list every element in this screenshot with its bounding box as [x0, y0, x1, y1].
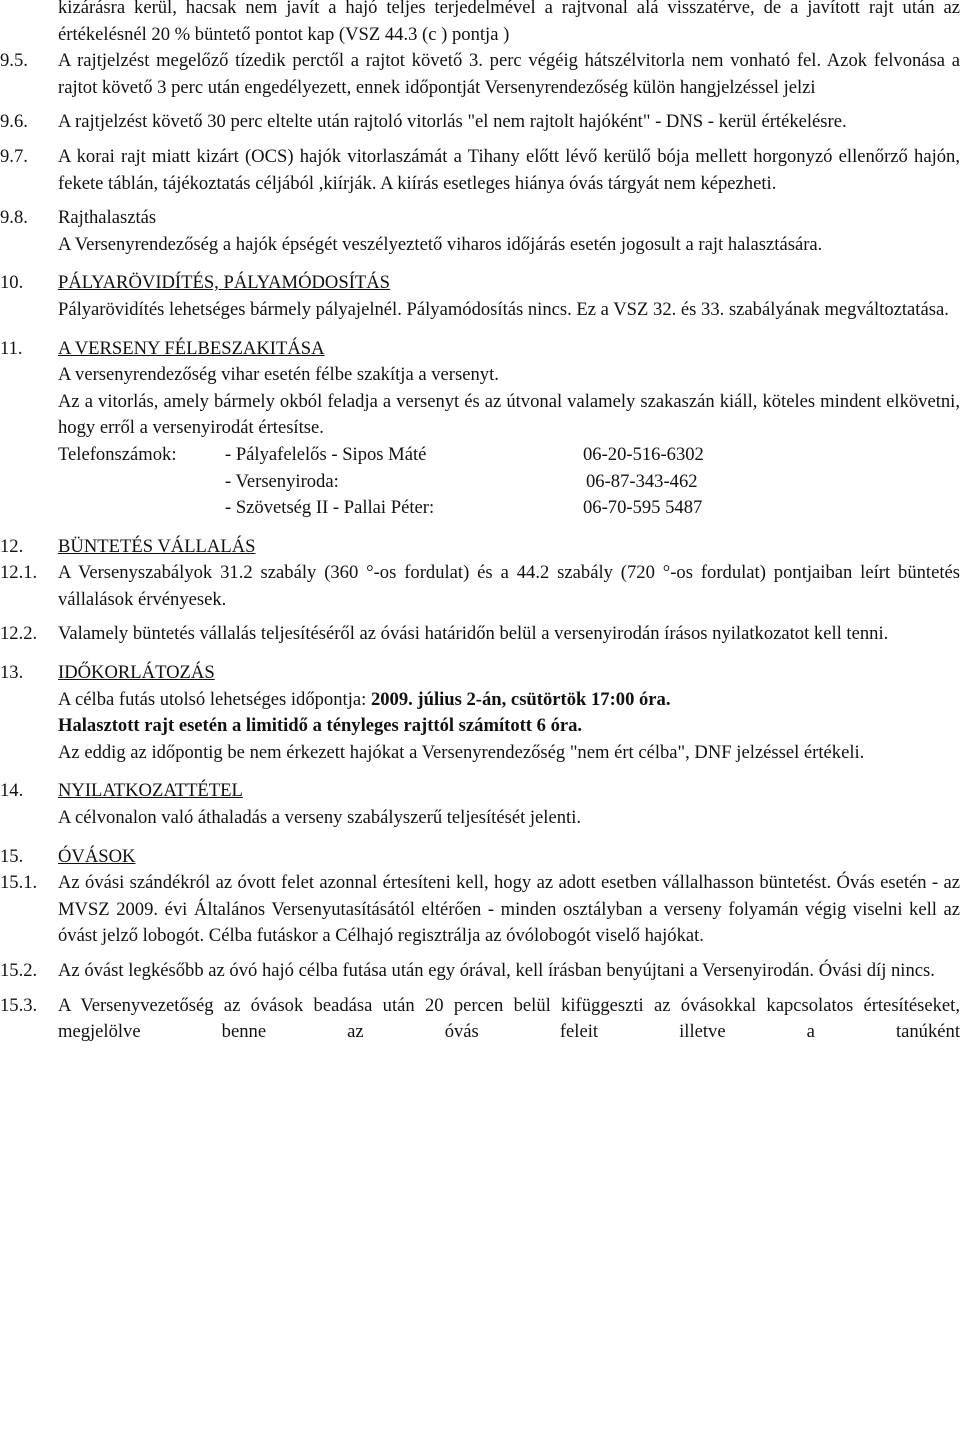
section-text: A Versenyvezetőség az óvások beadása után 20 percen belül kifüggeszti az óvásokkal kapcsolatos értesítéseket, megjelölve benne az óvás feleit illetve a tanúként — [58, 994, 960, 1043]
section-number: 9.5. — [0, 50, 28, 72]
continuation-text: kizárásra kerül, hacsak nem javít a hajó teljes terjedelmével a rajtvonal alá visszatérve, de a javított rajt után az értékelésnél 20 % büntető pontot kap (VSZ 44.3 (c ) pontja ) — [58, 0, 960, 45]
section-text: A célvonalon való áthaladás a verseny szabályszerű teljesítését jelenti. — [58, 807, 582, 829]
section-9-6 — [0, 109, 960, 136]
phone-contact-name: - Pályafelelős - Sipos Máté — [225, 443, 427, 465]
section-12-2 — [0, 621, 960, 648]
phone-contact-name: - Versenyiroda: — [225, 470, 339, 492]
section-heading: ÓVÁSOK — [58, 845, 136, 867]
section-number: 14. — [0, 780, 24, 802]
section-text: A korai rajt miatt kizárt (OCS) hajók vitorlaszámát a Tihany előtt lévő kerülő bója mellett horgonyzó ellenőrző hajón, fekete táblán, tájékoztatás céljából ,kiírják. A kiírás esetleges hiánya óvás tárgyát nem képezheti. — [58, 145, 960, 194]
section-heading: PÁLYARÖVIDÍTÉS, PÁLYAMÓDOSÍTÁS — [58, 272, 391, 294]
section-text: A Versenyrendezőség a hajók épségét veszélyeztető viharos időjárás esetén jogosult a rajt halasztására. — [58, 233, 823, 255]
section-15-3 — [0, 993, 960, 1046]
phones-label: Telefonszámok: — [58, 443, 177, 465]
section-number: 9.8. — [0, 207, 28, 229]
section-9-7 — [0, 144, 960, 197]
section-number: 11. — [0, 337, 23, 359]
deadline-value: 2009. július 2-án, csütörtök 17:00 óra. — [370, 688, 671, 710]
section-text: A rajtjelzést megelőző tízedik perctől a rajtot követő 3. perc végéig hátszélvitorla nem vonható fel. Azok felvonása a rajtot követő 3 perc után engedélyezett, ennek időpontját Versenyrendezőség külön hangjelzéssel jelzi — [58, 50, 960, 98]
section-12-1 — [0, 560, 960, 613]
section-number: 9.7. — [0, 145, 28, 167]
section-9-8 — [0, 205, 960, 258]
section-heading: NYILATKOZATTÉTEL — [58, 780, 243, 802]
section-12 — [0, 534, 960, 561]
section-number: 15.3. — [0, 994, 38, 1016]
section-text: A rajtjelzést követő 30 perc eltelte után rajtoló vitorlás "el nem rajtolt hajóként" - DNS - kerül értékelésre. — [58, 111, 847, 133]
section-number: 15. — [0, 845, 24, 867]
section-heading: BÜNTETÉS VÁLLALÁS — [58, 535, 256, 557]
section-number: 12.2. — [0, 623, 38, 645]
section-text — [58, 687, 960, 714]
section-10 — [0, 270, 960, 323]
section-continuation — [0, 0, 960, 48]
section-15-2 — [0, 958, 960, 985]
phone-contact-name: - Szövetség II - Pallai Péter: — [225, 497, 435, 519]
section-number: 15.1. — [0, 872, 38, 894]
section-text: Valamely büntetés vállalás teljesítéséről az óvási határidőn belül a versenyirodán írásos nyilatkozatot kell tenni. — [58, 623, 889, 645]
section-number: 12.1. — [0, 562, 38, 584]
phone-number: 06-87-343-462 — [586, 470, 698, 492]
section-text: Az a vitorlás, amely bármely okból feladja a versenyt és az útvonal valamely szakaszán kiáll, köteles mindent elkövetni, hogy erről a versenyirodát értesítse. — [58, 390, 960, 439]
phone-row — [58, 469, 960, 496]
section-heading: A VERSENY FÉLBESZAKITÁSA — [58, 337, 325, 359]
section-text: A Versenyszabályok 31.2 szabály (360 °-os fordulat) és a 44.2 szabály (720 °-os fordulat) pontjaiban leírt büntetés vállalások érvényesek. — [58, 562, 960, 610]
section-text — [58, 713, 960, 740]
section-text: A versenyrendezőség vihar esetén félbe szakítja a versenyt. — [58, 364, 499, 386]
section-text: Az eddig az időpontig be nem érkezett hajókat a Versenyrendezőség "nem ért célba", DNF jelzéssel értékeli. — [58, 741, 865, 763]
phone-row — [58, 442, 960, 469]
section-text: Pályarövidítés lehetséges bármely pályajelnél. Pályamódosítás nincs. Ez a VSZ 32. és 33. szabályának megváltoztatása. — [58, 298, 949, 320]
section-15 — [0, 844, 960, 871]
section-11 — [0, 336, 960, 522]
section-text: Az óvási szándékról az óvott felet azonnal értesíteni kell, hogy az adott esetben vállalhasson büntetést. Óvás esetén - az MVSZ 2009. évi Általános Versenyutasításától eltérően - minden osztályban a verseny folyamán végig viselni kell az óvást jelző lobogót. Célba futáskor a Célhajó regisztrálja az óvólobogót viselő hajókat. — [58, 872, 960, 947]
section-9-5 — [0, 48, 960, 101]
section-number: 9.6. — [0, 111, 28, 133]
phone-row — [58, 495, 960, 522]
section-13 — [0, 660, 960, 766]
deadline-label: A célba futás utolsó lehetséges időpontja: — [58, 688, 371, 710]
section-number: 10. — [0, 272, 24, 294]
section-heading: IDŐKORLÁTOZÁS — [58, 662, 215, 684]
phone-number: 06-20-516-6302 — [583, 443, 704, 465]
section-number: 15.2. — [0, 960, 38, 981]
phone-number: 06-70-595 5487 — [583, 497, 703, 519]
section-title: Rajthalasztás — [58, 207, 157, 229]
section-text: Az óvást legkésőbb az óvó hajó célba futása után egy órával, kell írásban benyújtani a Versenyirodán. Óvási díj nincs. — [58, 960, 935, 981]
section-number: 13. — [0, 662, 24, 684]
section-15-1 — [0, 870, 960, 950]
time-limit-text: Halasztott rajt esetén a limitidő a tényleges rajttól számított 6 óra. — [58, 715, 583, 737]
section-number: 12. — [0, 535, 24, 557]
section-14 — [0, 778, 960, 831]
